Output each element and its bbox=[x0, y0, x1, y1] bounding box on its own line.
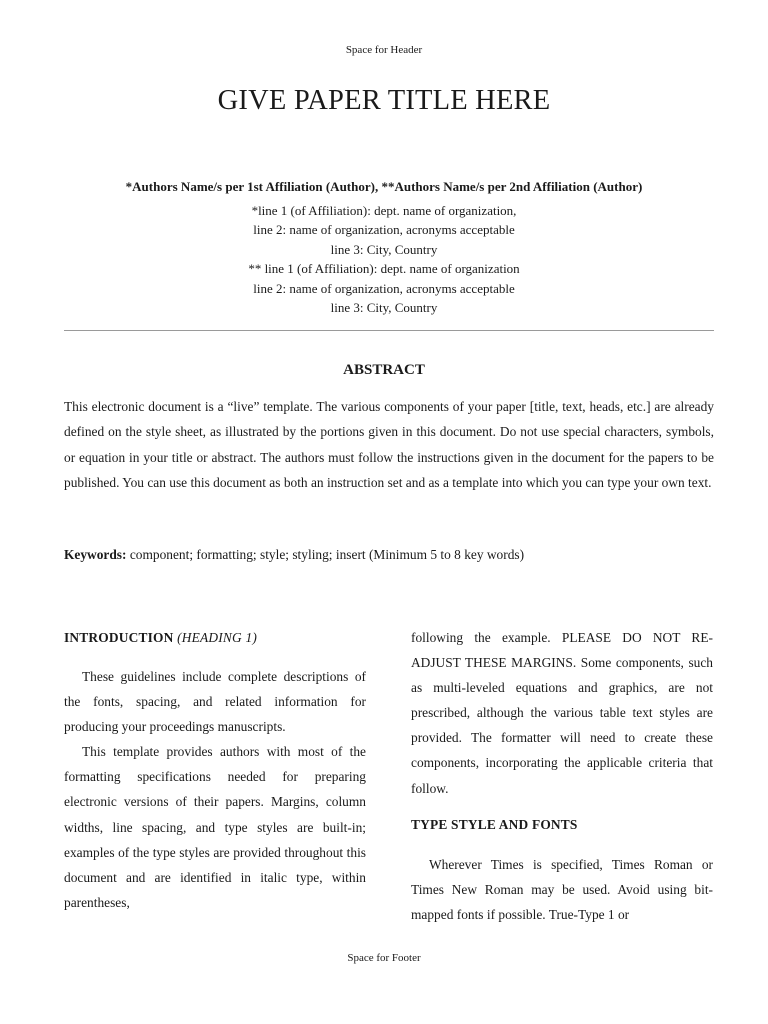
body-paragraph: This template provides authors with most of the formatting specifications needed for preparing electronic versions of their papers. Margins, column widths, line spacing, and type styles are built-in; examples of the type styles are provided throughout this document and are identified in italic type, within parentheses, bbox=[64, 744, 366, 910]
heading-note: (HEADING 1) bbox=[177, 630, 258, 645]
body-paragraph-continued: following the example. PLEASE DO NOT RE-ADJUST THESE MARGINS. Some components, such as multi-leveled equations and graphics, are not prescribed, although the various table text styles are provided. The formatter will need to create these components, incorporating the applicable criteria that follow. bbox=[411, 630, 713, 796]
affiliation-line: *line 1 (of Affiliation): dept. name of organization, bbox=[251, 203, 517, 218]
introduction-heading bbox=[64, 625, 366, 650]
keywords-line bbox=[64, 545, 714, 565]
paper-title: GIVE PAPER TITLE HERE bbox=[217, 85, 551, 116]
page-header: Space for Header bbox=[345, 44, 423, 56]
abstract-heading: ABSTRACT bbox=[343, 362, 425, 378]
type-style-heading: TYPE STYLE AND FONTS bbox=[411, 816, 578, 832]
body-paragraph: These guidelines include complete descriptions of the fonts, spacing, and related information for producing your proceedings manuscripts. bbox=[64, 669, 366, 735]
affiliation-line: ** line 1 (of Affiliation): dept. name of organization bbox=[248, 261, 520, 277]
keywords-label: Keywords: bbox=[64, 547, 127, 562]
author-names: *Authors Name/s per 1st Affiliation (Author), **Authors Name/s per 2nd Affiliation (Author) bbox=[125, 179, 643, 194]
page-footer: Space for Footer bbox=[347, 952, 421, 964]
abstract-body: This electronic document is a “live” template. The various components of your paper [title, text, heads, etc.] are already defined on the style sheet, as illustrated by the portions given in this document. Do not use special characters, symbols, or equation in your title or abstract. The authors must follow the instructions given in the document for the papers to be published. You can use this document as both an instruction set and as a template into which you can type your own text. bbox=[64, 399, 714, 490]
body-paragraph: Wherever Times is specified, Times Roman or Times New Roman may be used. Avoid using bit-mapped fonts if possible. True-Type 1 or bbox=[411, 856, 713, 922]
right-column bbox=[411, 625, 713, 927]
heading-text: INTRODUCTION bbox=[64, 630, 174, 645]
affiliation-line: line 2: name of organization, acronyms acceptable bbox=[253, 222, 515, 238]
affiliation-line: line 3: City, Country bbox=[330, 300, 438, 316]
section-divider bbox=[64, 330, 714, 331]
affiliation-line: line 2: name of organization, acronyms acceptable bbox=[253, 280, 515, 296]
affiliation-line: line 3: City, Country bbox=[330, 241, 438, 257]
keywords-text: component; formatting; style; styling; insert (Minimum 5 to 8 key words) bbox=[126, 547, 525, 562]
affiliation-block bbox=[0, 201, 768, 317]
left-column bbox=[64, 625, 366, 915]
